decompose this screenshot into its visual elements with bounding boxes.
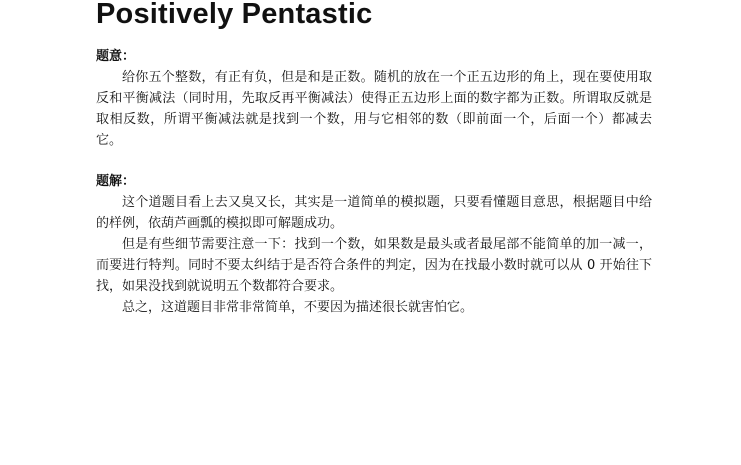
solution-paragraph-2: 但是有些细节需要注意一下：找到一个数，如果数是最头或者最尾部不能简单的加一减一，而要进行特判。同时不要太纠结于是否符合条件的判定，因为在找最小数时就可以从 0 开始往下找，如果没找到就说明五个数都符合要求。 (96, 237, 652, 294)
problem-heading: 题意： (96, 49, 136, 64)
solution-paragraph-3: 总之，这道题目非常非常简单，不要因为描述很长就害怕它。 (122, 300, 474, 315)
solution-heading: 题解： (96, 174, 136, 189)
document-page (96, 0, 652, 318)
problem-paragraph: 给你五个整数，有正有负，但是和是正数。随机的放在一个正五边形的角上，现在要使用取反和平衡减法（同时用，先取反再平衡减法）使得正五边形上面的数字都为正数。所谓取反就是取相反数，所谓平衡减法就是找到一个数，用与它相邻的数（即前面一个，后面一个）都减去它。 (96, 70, 652, 148)
page-title: Positively Pentastic (96, 0, 373, 30)
solution-paragraph-1: 这个道题目看上去又臭又长，其实是一道简单的模拟题，只要看懂题目意思，根据题目中给的样例，依葫芦画瓢的模拟即可解题成功。 (96, 195, 652, 231)
